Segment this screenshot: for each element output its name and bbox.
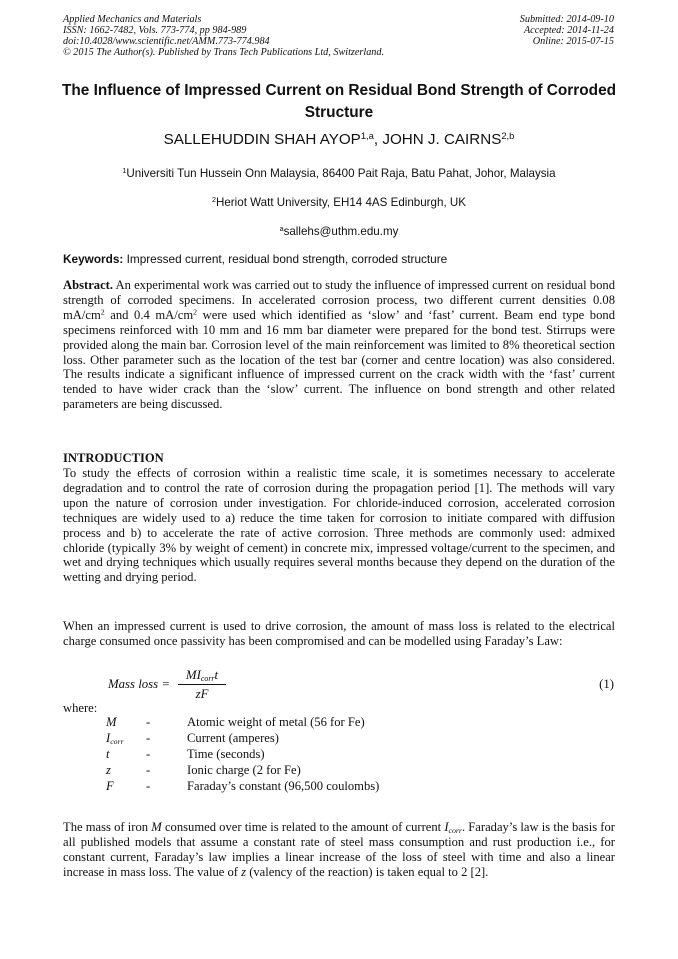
paper-title: The Influence of Impressed Current on Residual Bond Strength of Corroded Structure <box>61 82 617 121</box>
final-italic-m: M <box>151 820 162 834</box>
abstract-text-2: and 0.4 mA/cm <box>104 307 194 322</box>
final-text-4: (valency of the reaction) is taken equal to 2 [2]. <box>246 864 489 879</box>
where-label: where: <box>63 701 98 715</box>
definition-symbol: t <box>106 747 110 761</box>
definition-text: Ionic charge (2 for Fe) <box>187 763 301 777</box>
numerator-tail: t <box>214 668 219 682</box>
equation-numerator <box>178 668 226 683</box>
author-1: SALLEHUDDIN SHAH AYOP <box>163 131 361 148</box>
definition-symbol: M <box>106 715 117 729</box>
author-2-affil: 2,b <box>501 129 515 141</box>
affiliation-2-mark: 2 <box>211 195 216 205</box>
definition-row <box>0 731 678 747</box>
faraday-equation <box>108 668 618 702</box>
final-text-2: consumed over time is related to the amount of current <box>161 820 445 834</box>
definition-symbol: z <box>106 763 111 777</box>
numerator-sub: corr <box>200 673 215 683</box>
doi-line: doi:10.4028/www.scientific.net/AMM.773-774.984 <box>63 36 270 47</box>
author-separator: , <box>373 131 383 148</box>
abstract-sup-1: 2 <box>100 307 105 317</box>
online-date: Online: 2015-07-15 <box>532 36 614 47</box>
definition-text: Time (seconds) <box>187 747 265 761</box>
definition-text: Atomic weight of metal (56 for Fe) <box>187 715 365 729</box>
keywords-label: Keywords: <box>63 252 124 266</box>
accepted-date: Accepted: 2014-11-24 <box>523 25 614 36</box>
definition-dash: - <box>146 731 151 745</box>
journal-header-left <box>63 14 384 58</box>
equation-denominator: zF <box>195 687 209 701</box>
abstract <box>63 278 615 412</box>
definition-symbol: F <box>106 779 114 793</box>
email-text: sallehs@uthm.edu.my <box>283 225 399 238</box>
numerator-main: MI <box>185 668 201 682</box>
definition-text: Faraday’s constant (96,500 coulombs) <box>187 779 380 793</box>
introduction-heading: INTRODUCTION <box>63 451 164 465</box>
introduction-paragraph-1: To study the effects of corrosion within a realistic time scale, it is sometimes necessary to accelerate degradation and to control the rate of corrosion during the propagation period [1]. The methods will vary upon the nature of corrosion under investigation. For chloride-induced corrosion, accelerated corrosion techniques are widely used to a) reduce the time taken for corrosion to initiate compared with diffusion process and b) to accelerate the rate of active corrosion. Three methods are commonly used: admixed chloride (typically 3% by weight of cement) in concrete mix, impressed voltage/current to the specimen, and wet and drying techniques which usually requires several months because they depend on the duration of the wetting and drying period. <box>63 466 615 585</box>
affiliation-1-text: Universiti Tun Hussein Onn Malaysia, 86400 Pait Raja, Batu Pahat, Johor, Malaysia <box>126 167 556 180</box>
affiliation-2 <box>0 196 678 209</box>
final-text-3: . Faraday’s law is the basis for all published models that assume a constant rate of steel mass consumption and rust production i.e., for constant current, Faraday’s law implies a linear increase of the loss of steel with time and also a linear increase in mass loss. The value of <box>63 820 615 879</box>
introduction-paragraph-2: When an impressed current is used to drive corrosion, the amount of mass loss is related to the electrical charge consumed once passivity has been compromised and can be modelled using Faraday’s Law: <box>63 619 615 648</box>
definition-dash: - <box>146 747 151 761</box>
email-mark: a <box>279 224 284 234</box>
definition-dash: - <box>146 779 151 793</box>
author-1-affil: 1,a <box>360 129 374 141</box>
definition-row <box>0 763 678 779</box>
fraction-bar <box>178 684 226 685</box>
final-italic-z: z <box>241 864 247 879</box>
keywords-text: Impressed current, residual bond strength, corroded structure <box>123 252 448 266</box>
definition-dash: - <box>146 763 151 777</box>
journal-name: Applied Mechanics and Materials <box>63 14 202 25</box>
final-italic-icorr: $I_{corr}$ <box>444 820 462 835</box>
definition-row <box>0 747 678 763</box>
definition-row <box>0 779 678 795</box>
journal-header-right <box>520 14 614 47</box>
final-paragraph <box>63 820 615 880</box>
abstract-text-1: An experimental work was carried out to study the influence of impressed current on residual bond strength of corroded specimens. In accelerated corrosion process, two different current densities 0.08 mA/cm <box>63 278 615 322</box>
author-email <box>0 225 678 238</box>
issn-line: ISSN: 1662-7482, Vols. 773-774, pp 984-989 <box>63 25 247 36</box>
equation-fraction <box>178 668 226 702</box>
keywords <box>63 252 447 266</box>
affiliation-1 <box>0 167 678 180</box>
author-2: JOHN J. CAIRNS <box>382 131 502 148</box>
equation-number: (1) <box>599 677 614 691</box>
abstract-text-3: were used which identified as ‘slow’ and ‘fast’ current. Beam end type bond specimens reinforced with 10 mm and 16 mm bar diameter were prepared for the bond test. Stirrups were provided along the main bar. Corrosion level of the main reinforcement was limited to 8% theoretical section loss. Other parameter such as the location of the test bar (corner and centre location) was also considered. The results indicate a significant influence of impressed current on the crack width with the ‘fast’ current tended to have wider crack than the ‘slow’ current. The influence on bond strength and other related parameters are being discussed. <box>63 307 615 412</box>
abstract-sup-2: 2 <box>193 307 198 317</box>
equation-lhs: Mass loss = <box>108 677 170 691</box>
final-text-1: The mass of iron <box>63 820 152 834</box>
abstract-label: Abstract. <box>63 278 114 292</box>
affiliation-2-text: Heriot Watt University, EH14 4AS Edinburgh, UK <box>215 196 466 209</box>
affiliation-1-mark: 1 <box>122 166 127 176</box>
definition-text: Current (amperes) <box>187 731 279 745</box>
definition-dash: - <box>146 715 151 729</box>
definition-row <box>0 715 678 731</box>
copyright-line: © 2015 The Author(s). Published by Trans Tech Publications Ltd, Switzerland. <box>63 47 385 58</box>
author-line <box>0 131 678 148</box>
definition-symbol: $I_{corr}$ <box>106 731 124 746</box>
submitted-date: Submitted: 2014-09-10 <box>519 14 614 25</box>
